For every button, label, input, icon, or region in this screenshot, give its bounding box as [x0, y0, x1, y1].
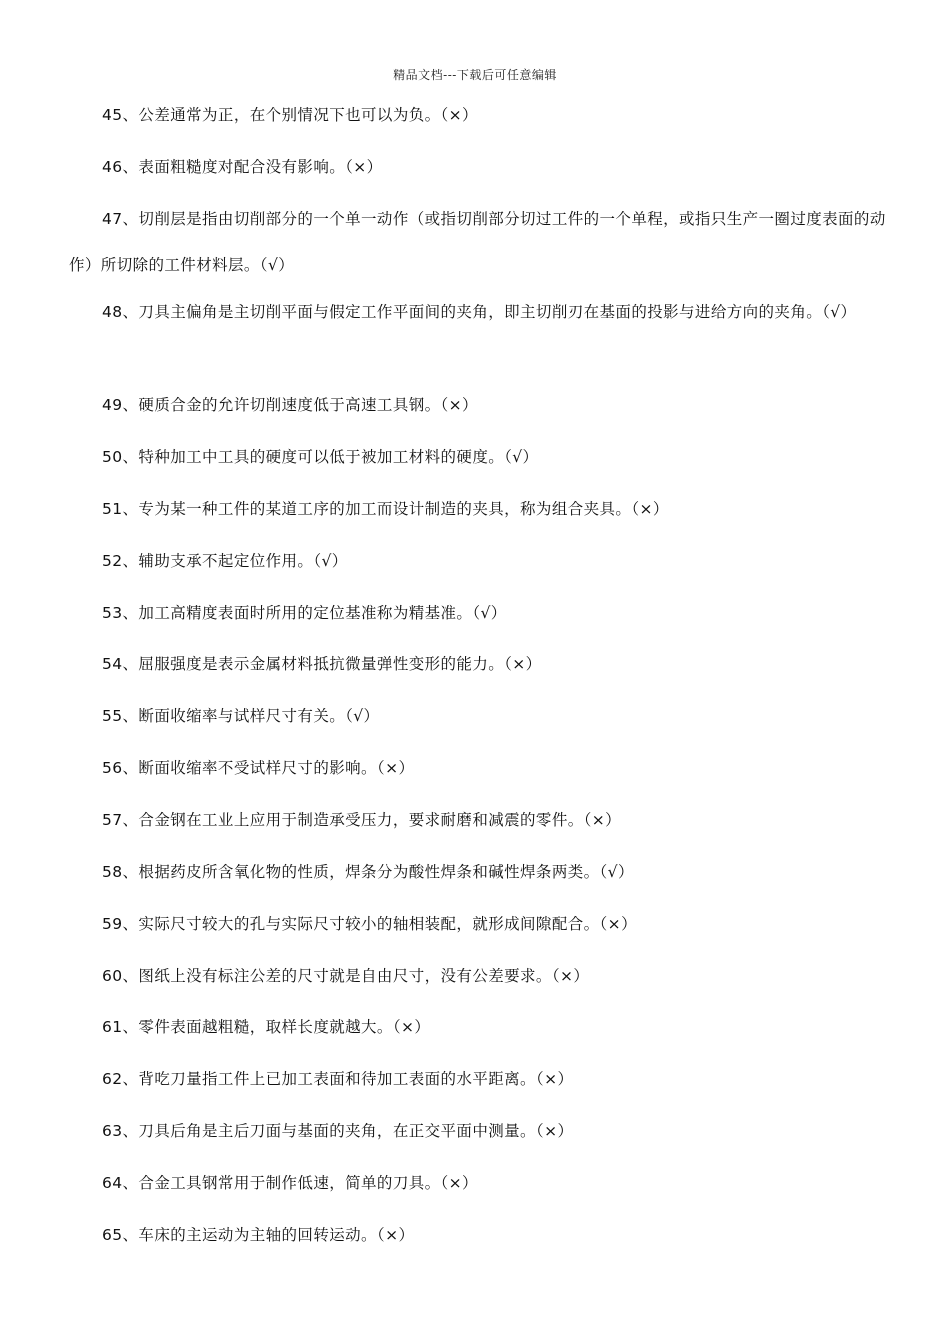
question-58: 58、根据药皮所含氧化物的性质，焊条分为酸性焊条和碱性焊条两类。（√） [102, 863, 634, 881]
question-55: 55、断面收缩率与试样尺寸有关。（√） [102, 707, 380, 725]
question-46: 46、表面粗糙度对配合没有影响。（×） [102, 158, 383, 176]
question-59: 59、实际尺寸较大的孔与实际尺寸较小的轴相装配，就形成间隙配合。（×） [102, 915, 637, 933]
question-62: 62、背吃刀量指工件上已加工表面和待加工表面的水平距离。（×） [102, 1070, 574, 1088]
question-56: 56、断面收缩率不受试样尺寸的影响。（×） [102, 759, 415, 777]
question-50: 50、特种加工中工具的硬度可以低于被加工材料的硬度。（√） [102, 448, 539, 466]
question-48: 48、刀具主偏角是主切削平面与假定工作平面间的夹角，即主切削刃在基面的投影与进给方向的夹角。（√） [102, 303, 857, 321]
question-49: 49、硬质合金的允许切削速度低于高速工具钢。（×） [102, 396, 478, 414]
question-52: 52、辅助支承不起定位作用。（√） [102, 552, 348, 570]
question-65: 65、车床的主运动为主轴的回转运动。（×） [102, 1226, 415, 1244]
question-64: 64、合金工具钢常用于制作低速，简单的刀具。（×） [102, 1174, 478, 1192]
question-61: 61、零件表面越粗糙，取样长度就越大。（×） [102, 1018, 431, 1036]
question-54: 54、屈服强度是表示金属材料抵抗微量弹性变形的能力。（×） [102, 655, 542, 673]
question-60: 60、图纸上没有标注公差的尺寸就是自由尺寸，没有公差要求。（×） [102, 967, 590, 985]
page-header: 精品文档---下载后可任意编辑 [393, 68, 557, 82]
question-47: 47、切削层是指由切削部分的一个单一动作（或指切削部分切过工件的一个单程，或指只生产一圈过度表面的动作）所切除的工件材料层。（√） [69, 210, 886, 274]
question-53: 53、加工高精度表面时所用的定位基准称为精基准。（√） [102, 604, 507, 622]
question-63: 63、刀具后角是主后刀面与基面的夹角，在正交平面中测量。（×） [102, 1122, 574, 1140]
question-45: 45、公差通常为正，在个别情况下也可以为负。（×） [102, 106, 478, 124]
question-51: 51、专为某一种工件的某道工序的加工而设计制造的夹具，称为组合夹具。（×） [102, 500, 669, 518]
question-57: 57、合金钢在工业上应用于制造承受压力，要求耐磨和减震的零件。（×） [102, 811, 622, 829]
